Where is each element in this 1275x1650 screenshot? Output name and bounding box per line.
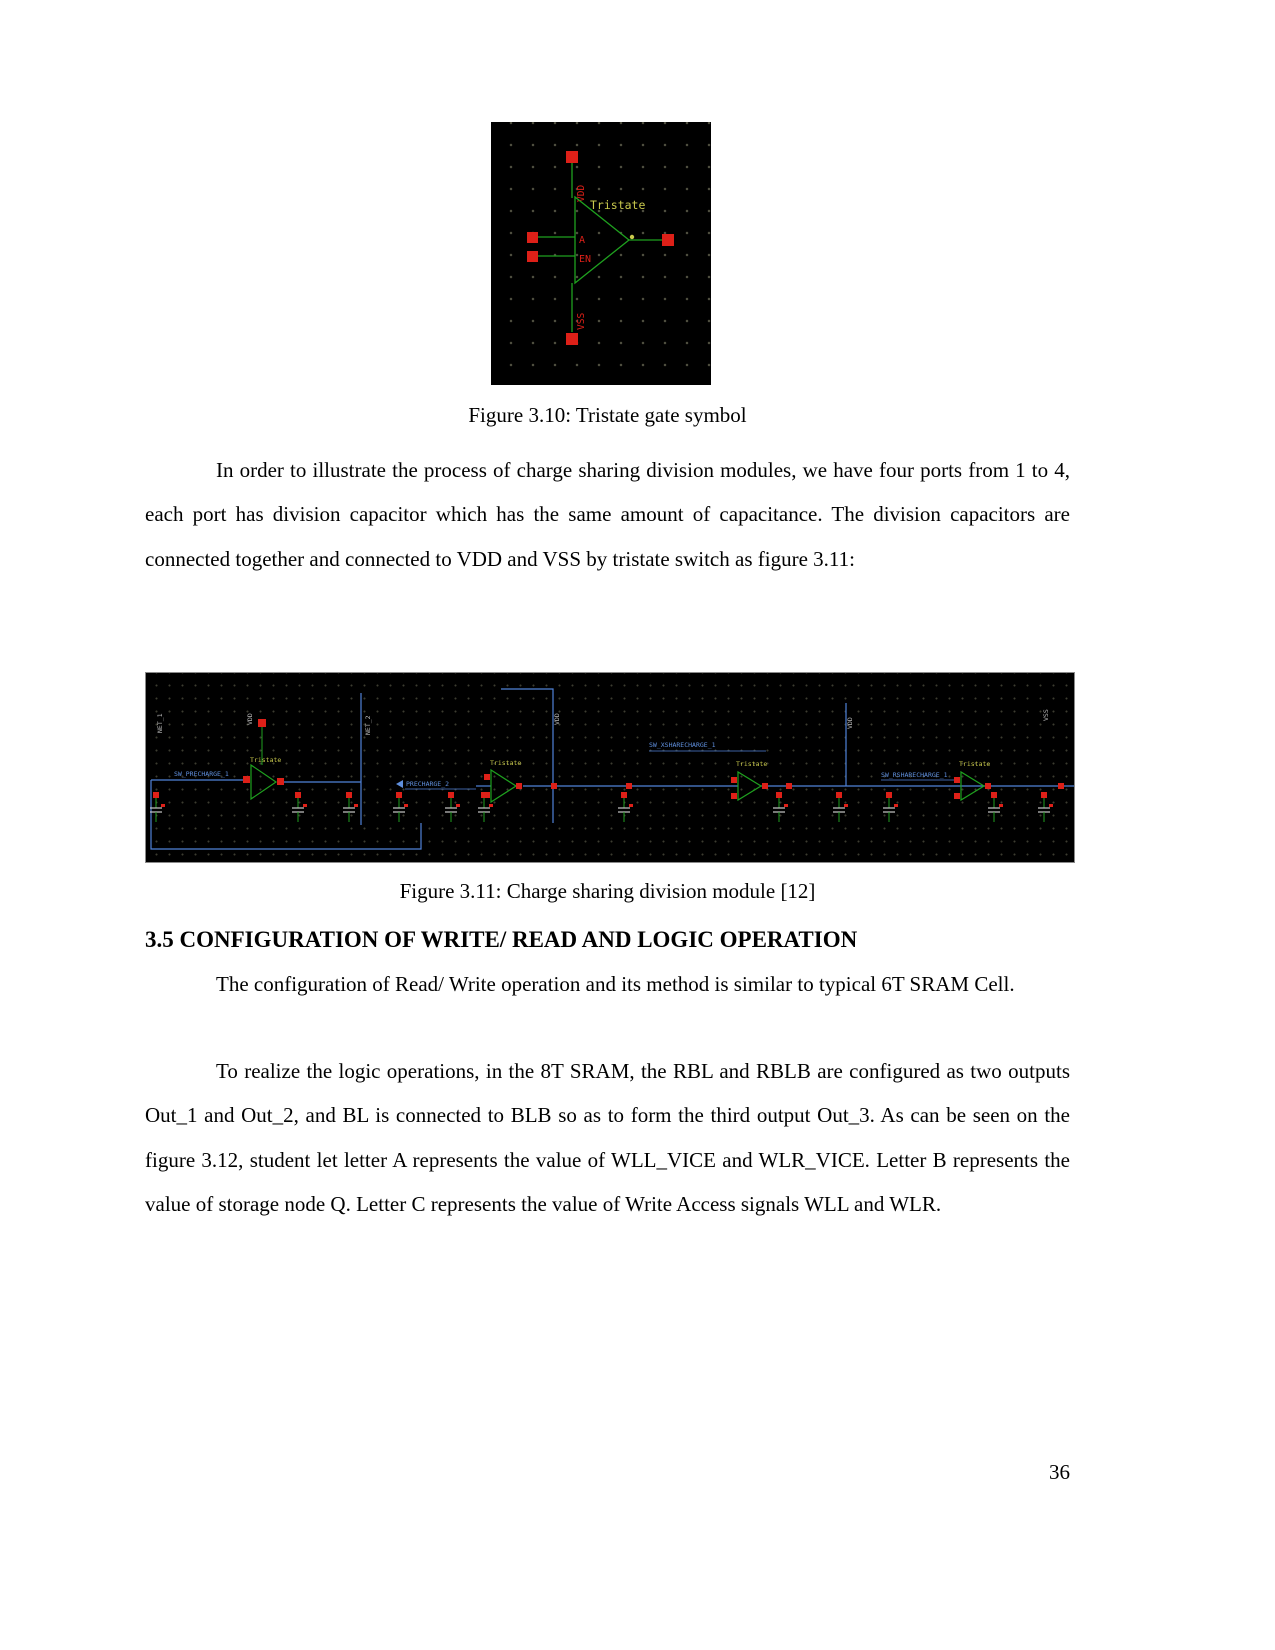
pin: [277, 778, 284, 785]
tristate-switch: [243, 719, 284, 799]
switch-label: SW_RSHARECHARGE_1: [881, 771, 948, 779]
switch-label: SW_XSHARECHARGE_1: [649, 741, 716, 749]
vdd-terminal: [566, 151, 587, 202]
pin: [985, 783, 991, 789]
tristate-gate-schematic: [491, 122, 711, 385]
paragraph-read-write-config: The configuration of Read/ Write operation and its method is similar to typical 6T SRAM Cell.: [216, 972, 1015, 996]
output-terminal: [629, 234, 674, 246]
tristate-label: Tristate: [590, 198, 646, 212]
tristate-triangle: [738, 772, 761, 800]
switch-label: PRECHARGE_2: [406, 780, 450, 788]
pin: [786, 783, 792, 789]
input-en-label: EN: [579, 254, 592, 265]
arrow-marker: [396, 780, 403, 788]
division-capacitor: [150, 792, 165, 822]
section-heading: 3.5 CONFIGURATION OF WRITE/ READ AND LOGIC OPERATION: [145, 927, 858, 952]
division-capacitor: [1038, 792, 1053, 822]
pin: [626, 783, 632, 789]
division-capacitor: [618, 792, 633, 822]
division-capacitor: [773, 792, 788, 822]
wire: [501, 689, 553, 823]
net-label: VSS: [1042, 709, 1050, 721]
pin: [243, 776, 250, 783]
tristate-switch: [954, 760, 991, 800]
vss-terminal: [566, 283, 587, 345]
net-label: VDD: [553, 713, 561, 725]
input-a-label: A: [579, 235, 586, 246]
pin: [258, 719, 266, 727]
pin: [566, 151, 578, 163]
vss-label: VSS: [576, 312, 587, 330]
tristate-gate-schematic-frame: [491, 122, 711, 385]
division-capacitor: [988, 792, 1003, 822]
pin: [527, 232, 538, 243]
pin: [516, 783, 522, 789]
pin: [731, 777, 737, 783]
tristate-label: Tristate: [490, 759, 522, 767]
tristate-triangle: [251, 765, 276, 799]
pin: [954, 793, 960, 799]
net-label: NET_2: [364, 715, 372, 735]
pin: [527, 251, 538, 262]
tristate-triangle: [491, 770, 516, 802]
division-capacitor: [393, 792, 408, 822]
tristate-label: Tristate: [250, 756, 282, 764]
division-capacitor: [343, 792, 358, 822]
tristate-label: Tristate: [959, 760, 991, 768]
pin: [762, 783, 768, 789]
figure-3-10-caption: Figure 3.10: Tristate gate symbol: [468, 403, 747, 427]
paragraph-logic-operations: To realize the logic operations, in the 8T SRAM, the RBL and RBLB are configured as two outputs Out_1 and Out_2, and BL is connected to BLB so as to form the third output Out_3. As can be seen on the figure 3.12, student let letter A represents the value of WLL_VICE and WLR_VICE. Letter B represents the value of storage node Q. Letter C represents the value of Write Access signals WLL and WLR.: [145, 1059, 1070, 1216]
charge-sharing-schematic-frame: [145, 672, 1075, 863]
paragraph-charge-sharing-intro: In order to illustrate the process of charge sharing division modules, we have four ports from 1 to 4, each port has division capacitor which has the same amount of capacitance. The division capacitors are connected together and connected to VDD and VSS by tristate switch as figure 3.11:: [145, 458, 1070, 571]
net-label: NET_1: [156, 713, 164, 733]
division-capacitor: [292, 792, 307, 822]
enable-bubble: [630, 235, 634, 239]
division-capacitor: [833, 792, 848, 822]
pin: [484, 774, 490, 780]
net-label: VDD: [246, 713, 254, 725]
division-capacitor: [445, 792, 460, 822]
pin: [731, 793, 737, 799]
division-capacitor: [883, 792, 898, 822]
input-a: [527, 232, 585, 246]
pin: [662, 234, 674, 246]
figure-3-11-caption: Figure 3.11: Charge sharing division module [12]: [399, 879, 816, 903]
pin: [551, 783, 557, 789]
pin: [1058, 783, 1064, 789]
tristate-switch: [731, 760, 768, 800]
switch-label: SW_PRECHARGE_1: [174, 770, 229, 778]
input-en: [527, 251, 591, 265]
tristate-label: Tristate: [736, 760, 768, 768]
vdd-label: VDD: [576, 184, 587, 202]
net-label: VDD: [846, 717, 854, 729]
charge-sharing-schematic: [146, 673, 1074, 862]
tristate-switch: [484, 759, 522, 802]
figure-3-10: [491, 122, 711, 385]
page-number: 36: [1049, 1460, 1070, 1484]
pin: [566, 333, 578, 345]
wire: [151, 780, 421, 849]
figure-3-11: [145, 672, 1075, 863]
pin: [954, 777, 960, 783]
